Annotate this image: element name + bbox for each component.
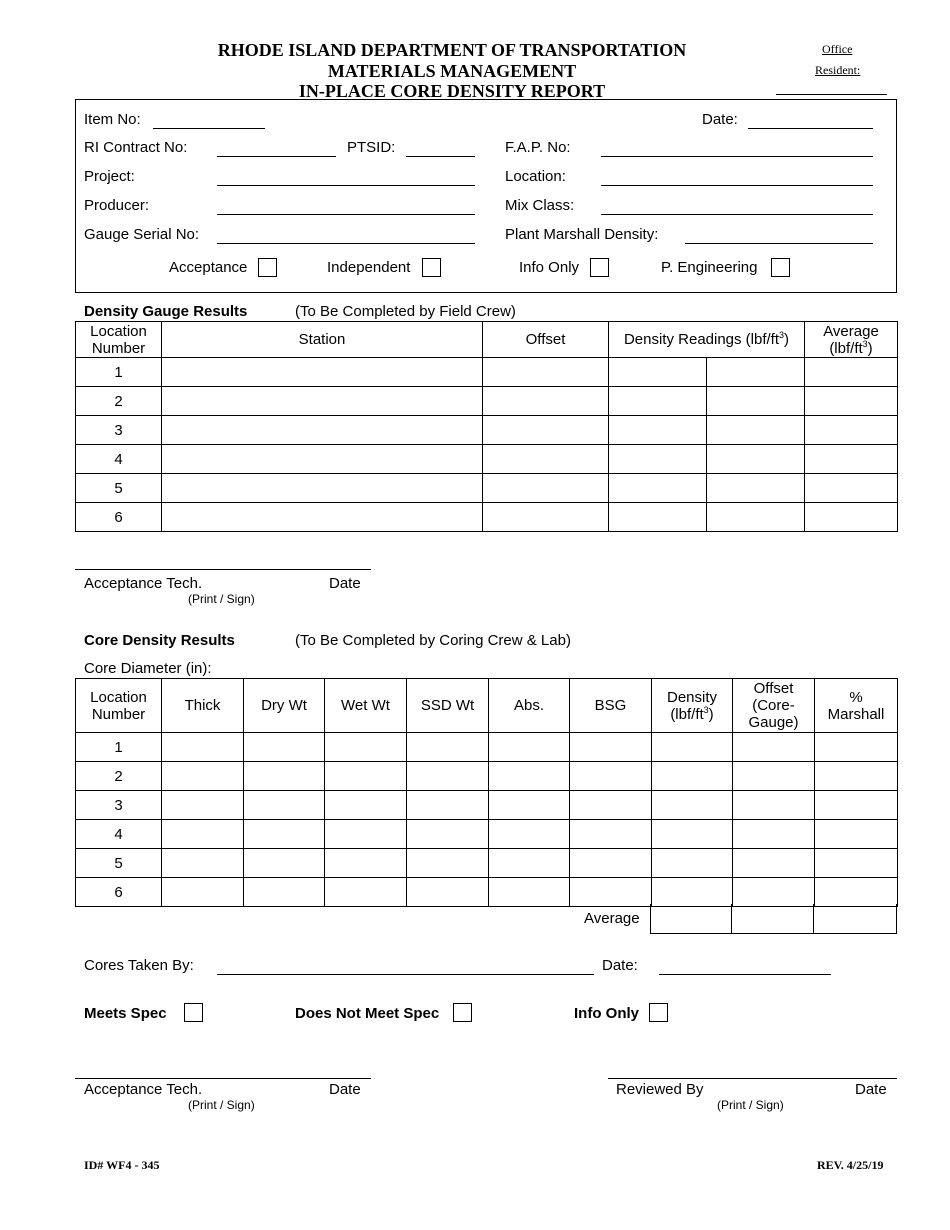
acceptance-tech-date-label: Date — [329, 575, 361, 592]
average-cell[interactable] — [805, 416, 898, 445]
average-cell[interactable] — [805, 503, 898, 532]
core-cell[interactable] — [244, 878, 325, 907]
average-cell[interactable] — [805, 474, 898, 503]
acceptance-label: Acceptance — [169, 259, 248, 276]
core-cell[interactable] — [244, 733, 325, 762]
acceptance-checkbox[interactable] — [258, 258, 277, 277]
core-cell[interactable] — [325, 820, 407, 849]
offset-cell[interactable] — [483, 474, 609, 503]
core-cell[interactable] — [325, 849, 407, 878]
core-cell[interactable] — [244, 849, 325, 878]
table-row — [76, 358, 898, 387]
offset-cell[interactable] — [483, 503, 609, 532]
core-cell[interactable] — [489, 762, 570, 791]
reading-cell[interactable] — [609, 387, 707, 416]
row-number: 6 — [76, 503, 162, 532]
row-number: 6 — [76, 878, 162, 907]
acceptance-tech-signature-line[interactable] — [75, 569, 371, 570]
core-cell[interactable] — [244, 791, 325, 820]
core-cell[interactable] — [652, 820, 733, 849]
core-cell[interactable] — [407, 791, 489, 820]
average-label: Average — [584, 910, 640, 927]
reading-cell[interactable] — [707, 416, 805, 445]
core-cell[interactable] — [733, 762, 815, 791]
reading-cell[interactable] — [707, 503, 805, 532]
core-cell[interactable] — [162, 791, 244, 820]
row-number: 4 — [76, 820, 162, 849]
does-not-meet-spec-label: Does Not Meet Spec — [295, 1005, 440, 1022]
cores-taken-by-field[interactable] — [217, 974, 594, 975]
row-number: 1 — [76, 733, 162, 762]
core-cell[interactable] — [652, 878, 733, 907]
station-cell[interactable] — [162, 474, 483, 503]
location-label: Location: — [505, 168, 566, 185]
form-revision: REV. 4/25/19 — [817, 1158, 884, 1172]
core-cell[interactable] — [162, 733, 244, 762]
does-not-meet-spec-checkbox[interactable] — [453, 1003, 472, 1022]
reading-cell[interactable] — [707, 445, 805, 474]
table-row — [76, 416, 898, 445]
table-row — [76, 733, 898, 762]
core-cell[interactable] — [652, 849, 733, 878]
bottom-tech-signature-line[interactable] — [75, 1078, 371, 1079]
producer-field[interactable] — [217, 214, 475, 215]
core-cell[interactable] — [733, 878, 815, 907]
gauge-serial-label: Gauge Serial No: — [84, 226, 200, 243]
core-col-bsg: BSG — [570, 679, 652, 733]
core-cell[interactable] — [162, 849, 244, 878]
meets-spec-label: Meets Spec — [84, 1005, 167, 1022]
reading-cell[interactable] — [609, 503, 707, 532]
core-cell[interactable] — [162, 878, 244, 907]
core-col-density: Density $(lbf/ft^3)$ — [652, 679, 733, 733]
core-cell[interactable] — [815, 820, 898, 849]
offset-cell[interactable] — [483, 416, 609, 445]
station-cell[interactable] — [162, 445, 483, 474]
density-gauge-table — [75, 321, 898, 532]
date-field[interactable] — [748, 128, 873, 129]
reviewed-date-label: Date — [855, 1081, 887, 1098]
reading-cell[interactable] — [609, 358, 707, 387]
station-cell[interactable] — [162, 416, 483, 445]
average-marshall-cell[interactable] — [813, 904, 897, 934]
core-col-wet: Wet Wt — [325, 679, 407, 733]
header-title-line3: IN-PLACE CORE DENSITY REPORT — [298, 81, 606, 101]
row-number: 2 — [76, 387, 162, 416]
table-row — [76, 878, 898, 907]
resident-label: Resident: — [815, 63, 861, 77]
row-number: 4 — [76, 445, 162, 474]
reading-cell[interactable] — [707, 387, 805, 416]
core-cell[interactable] — [733, 791, 815, 820]
core-cell[interactable] — [815, 849, 898, 878]
office-label: Office — [822, 42, 853, 56]
ptsid-label: PTSID: — [347, 139, 396, 156]
info-only-checkbox[interactable] — [590, 258, 609, 277]
table-row — [76, 474, 898, 503]
table-row — [76, 791, 898, 820]
cores-date-label: Date: — [602, 957, 638, 974]
core-cell[interactable] — [652, 762, 733, 791]
station-cell[interactable] — [162, 503, 483, 532]
gauge-section-note: (To Be Completed by Field Crew) — [295, 303, 516, 320]
bottom-tech-label: Acceptance Tech. — [84, 1081, 203, 1098]
print-sign-note: (Print / Sign) — [188, 592, 255, 606]
plant-marshall-field[interactable] — [685, 243, 873, 244]
core-cell[interactable] — [815, 733, 898, 762]
core-cell[interactable] — [570, 849, 652, 878]
core-cell[interactable] — [325, 762, 407, 791]
ptsid-field[interactable] — [406, 156, 475, 157]
core-diameter-label: Core Diameter (in): — [84, 660, 212, 677]
core-section-note: (To Be Completed by Coring Crew & Lab) — [295, 632, 571, 649]
core-cell[interactable] — [733, 733, 815, 762]
acceptance-tech-label: Acceptance Tech. — [84, 575, 203, 592]
core-col-offset: Offset (Core- Gauge) — [733, 679, 815, 733]
core-cell[interactable] — [407, 762, 489, 791]
core-cell[interactable] — [244, 762, 325, 791]
bottom-tech-print-note: (Print / Sign) — [188, 1098, 255, 1112]
project-field[interactable] — [217, 185, 475, 186]
core-header-row — [76, 679, 898, 733]
cores-taken-by-label: Cores Taken By: — [84, 957, 194, 974]
row-number: 2 — [76, 762, 162, 791]
reading-cell[interactable] — [707, 474, 805, 503]
core-cell[interactable] — [489, 849, 570, 878]
core-cell[interactable] — [325, 733, 407, 762]
info-only-spec-checkbox[interactable] — [649, 1003, 668, 1022]
core-cell[interactable] — [162, 762, 244, 791]
bottom-tech-date-label: Date — [329, 1081, 361, 1098]
fap-label: F.A.P. No: — [505, 139, 571, 156]
average-cell[interactable] — [805, 445, 898, 474]
core-cell[interactable] — [733, 849, 815, 878]
offset-cell[interactable] — [483, 358, 609, 387]
core-cell[interactable] — [733, 820, 815, 849]
independent-checkbox[interactable] — [422, 258, 441, 277]
core-cell[interactable] — [489, 878, 570, 907]
plant-marshall-label: Plant Marshall Density: — [505, 226, 659, 243]
info-only-label: Info Only — [519, 259, 580, 276]
reading-cell[interactable] — [707, 358, 805, 387]
table-row — [76, 762, 898, 791]
row-number: 1 — [76, 358, 162, 387]
core-cell[interactable] — [570, 820, 652, 849]
core-cell[interactable] — [570, 878, 652, 907]
item-no-label: Item No: — [84, 111, 141, 128]
core-cell[interactable] — [407, 878, 489, 907]
core-cell[interactable] — [489, 733, 570, 762]
fap-field[interactable] — [601, 156, 873, 157]
reading-cell[interactable] — [609, 416, 707, 445]
core-cell[interactable] — [162, 820, 244, 849]
core-cell[interactable] — [407, 820, 489, 849]
reading-cell[interactable] — [609, 445, 707, 474]
core-col-thick: Thick — [162, 679, 244, 733]
core-cell[interactable] — [570, 733, 652, 762]
resident-line[interactable] — [776, 94, 887, 95]
core-col-dry: Dry Wt — [244, 679, 325, 733]
mix-class-label: Mix Class: — [505, 197, 575, 214]
row-number: 5 — [76, 474, 162, 503]
info-only-spec-label: Info Only — [574, 1005, 639, 1022]
gauge-serial-field[interactable] — [217, 243, 475, 244]
offset-cell[interactable] — [483, 445, 609, 474]
core-cell[interactable] — [815, 762, 898, 791]
table-row — [76, 503, 898, 532]
reviewed-print-note: (Print / Sign) — [717, 1098, 784, 1112]
producer-label: Producer: — [84, 197, 150, 214]
ri-contract-field[interactable] — [217, 156, 336, 157]
core-cell[interactable] — [407, 733, 489, 762]
table-row — [76, 820, 898, 849]
row-number: 3 — [76, 416, 162, 445]
p-engineering-checkbox[interactable] — [771, 258, 790, 277]
average-offset-cell[interactable] — [731, 904, 814, 934]
core-col-ssd: SSD Wt — [407, 679, 489, 733]
average-cell[interactable] — [805, 358, 898, 387]
core-col-marshall: % Marshall — [815, 679, 898, 733]
header-title-line1: RHODE ISLAND DEPARTMENT OF TRANSPORTATION — [217, 40, 687, 60]
core-col-abs: Abs. — [489, 679, 570, 733]
core-cell[interactable] — [652, 791, 733, 820]
mix-class-field[interactable] — [601, 214, 873, 215]
location-field[interactable] — [601, 185, 873, 186]
independent-label: Independent — [327, 259, 411, 276]
gauge-col-readings: Density Readings $(lbf/ft^3)$ — [609, 322, 805, 358]
core-cell[interactable] — [489, 820, 570, 849]
meets-spec-checkbox[interactable] — [184, 1003, 203, 1022]
project-label: Project: — [84, 168, 135, 185]
core-cell[interactable] — [570, 791, 652, 820]
header-title-line2: MATERIALS MANAGEMENT — [327, 61, 577, 81]
core-section-title: Core Density Results — [84, 632, 235, 649]
core-cell[interactable] — [815, 878, 898, 907]
ri-contract-label: RI Contract No: — [84, 139, 188, 156]
row-number: 3 — [76, 791, 162, 820]
core-cell[interactable] — [325, 791, 407, 820]
date-label: Date: — [702, 111, 738, 128]
gauge-col-offset: Offset — [483, 322, 609, 358]
offset-cell[interactable] — [483, 387, 609, 416]
reviewed-by-label: Reviewed By — [616, 1081, 704, 1098]
row-number: 5 — [76, 849, 162, 878]
station-cell[interactable] — [162, 358, 483, 387]
core-cell[interactable] — [570, 762, 652, 791]
core-cell[interactable] — [652, 733, 733, 762]
core-cell[interactable] — [325, 878, 407, 907]
core-density-table — [75, 678, 898, 907]
gauge-section-title: Density Gauge Results — [84, 303, 248, 320]
table-row — [76, 445, 898, 474]
form-id: ID# WF4 - 345 — [84, 1158, 160, 1172]
core-col-location: Location Number — [76, 679, 162, 733]
p-engineering-label: P. Engineering — [661, 259, 758, 276]
item-no-field[interactable] — [153, 128, 265, 129]
reading-cell[interactable] — [609, 474, 707, 503]
average-cell[interactable] — [805, 387, 898, 416]
core-cell[interactable] — [815, 791, 898, 820]
gauge-col-average: Average $(lbf/ft^3)$ — [805, 322, 898, 358]
table-row — [76, 849, 898, 878]
table-row — [76, 387, 898, 416]
station-cell[interactable] — [162, 387, 483, 416]
gauge-header-row — [76, 322, 898, 358]
gauge-col-location: Location Number — [76, 322, 162, 358]
cores-date-field[interactable] — [659, 974, 831, 975]
average-density-cell[interactable] — [650, 904, 732, 934]
core-cell[interactable] — [244, 820, 325, 849]
gauge-col-station: Station — [162, 322, 483, 358]
core-cell[interactable] — [489, 791, 570, 820]
core-cell[interactable] — [407, 849, 489, 878]
reviewed-by-signature-line[interactable] — [608, 1078, 897, 1079]
